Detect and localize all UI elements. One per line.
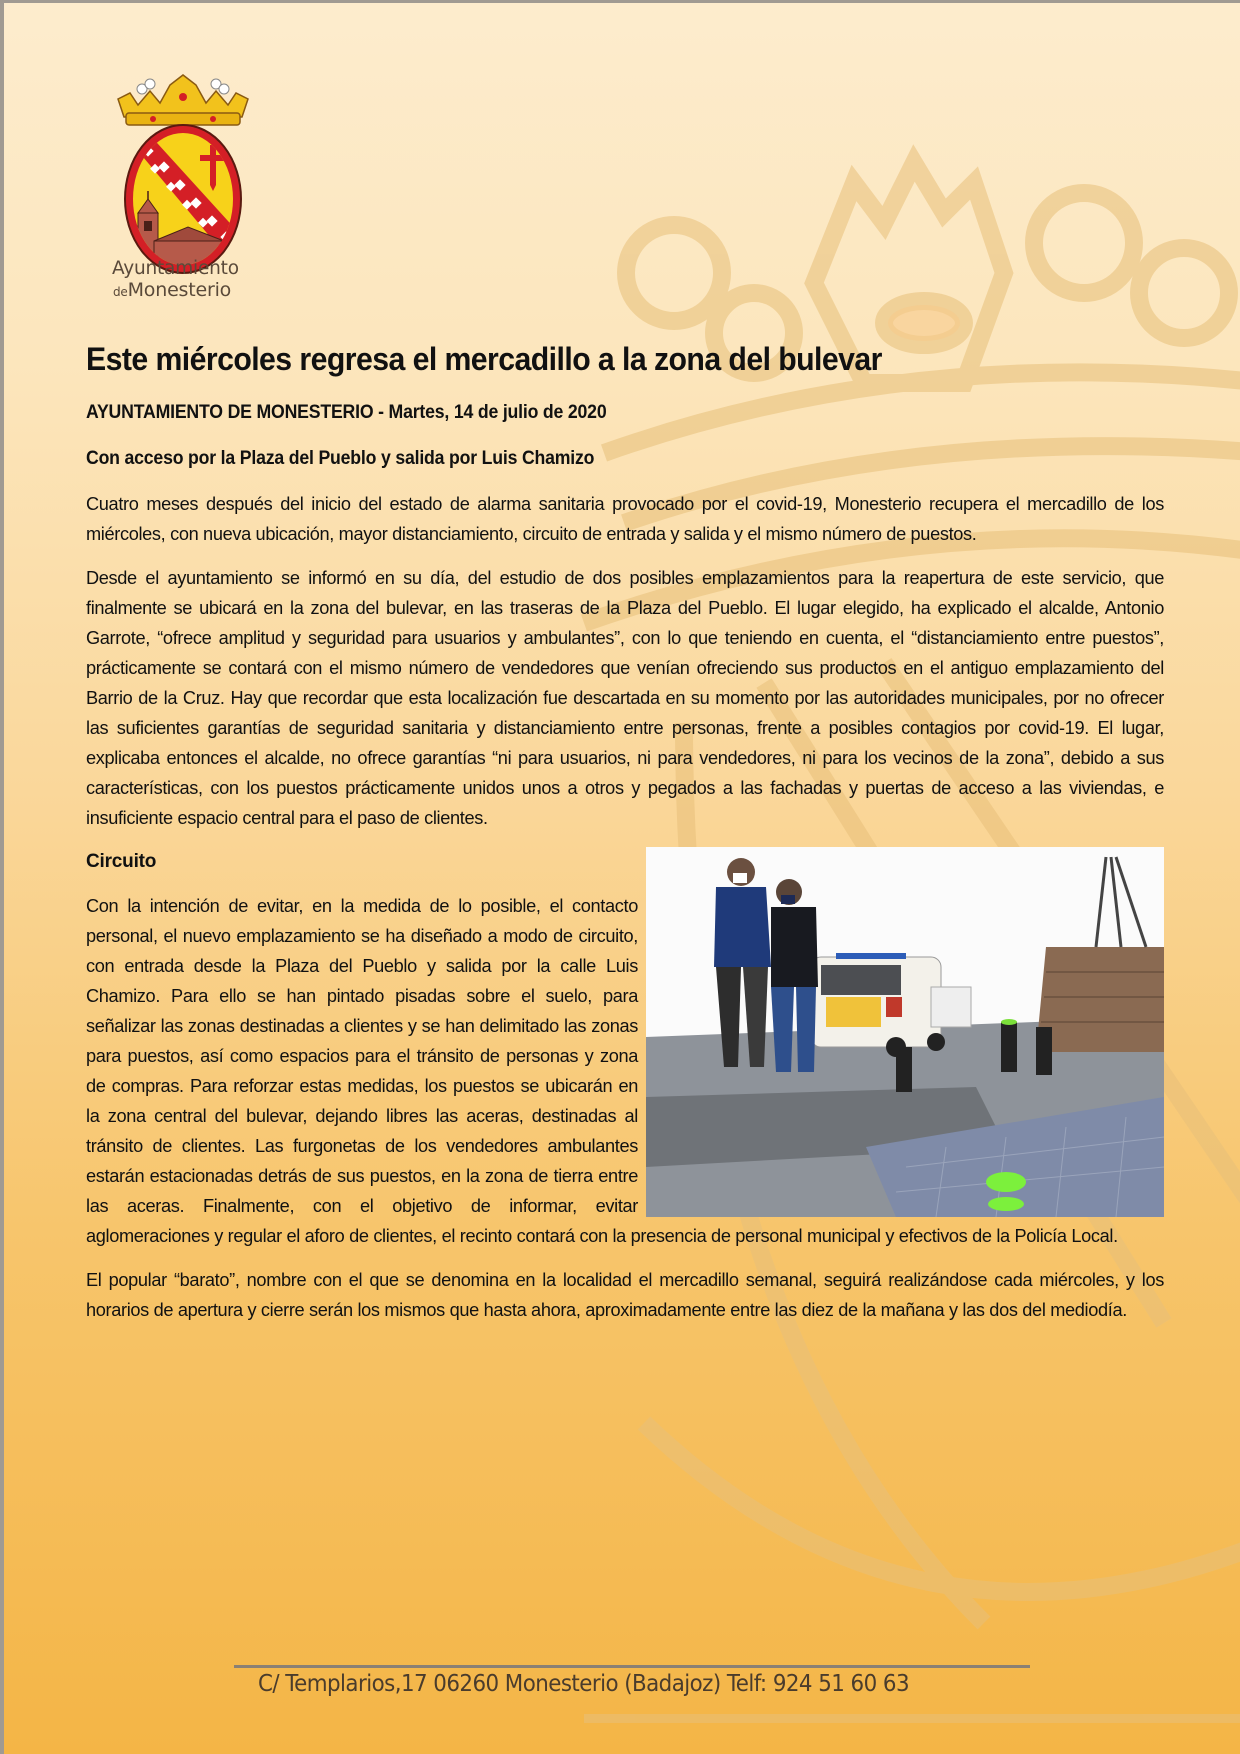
article-subtitle: Con acceso por la Plaza del Pueblo y salida por Luis Chamizo (86, 448, 595, 469)
footer-divider (234, 1665, 1030, 1668)
logo-line1: Ayuntamiento (112, 258, 239, 279)
article (86, 333, 1164, 1325)
article-paragraph: Cuatro meses después del inicio del estado de alarma sanitaria provocado por el covid-19, Monesterio recupera el mercadillo de los miércoles, con nueva ubicación, mayor distanciamiento, circuito de entrada y salida y el mismo número de puestos. (86, 494, 1164, 544)
street-market-photo (646, 847, 1164, 1217)
logo-wordmark (112, 258, 262, 302)
crown-icon (118, 75, 248, 125)
logo-line2 (113, 280, 262, 302)
section-heading: Circuito (86, 851, 157, 872)
article-photo (646, 847, 1164, 1217)
logo-line2-prefix: de (113, 285, 128, 299)
footer-address: C/ Templarios,17 06260 Monesterio (Badajoz) Telf: 924 51 60 63 (258, 1671, 910, 1697)
article-paragraph: Desde el ayuntamiento se informó en su día, del estudio de dos posibles emplazamientos para la reapertura de este servicio, que finalmente se ubicará en la zona del bulevar, en las traseras de la Plaza del Pueblo. El lugar elegido, ha explicado el alcalde, Antonio Garrote, “ofrece amplitud y seguridad para usuarios y ambulantes”, con lo que teniendo en cuenta, el “distanciamiento entre puestos”, prácticamente se contará con el mismo número de vendedores que venían ofreciendo sus productos en el antiguo emplazamiento del Barrio de la Cruz. Hay que recordar que esta localización fue descartada en su momento por las autoridades municipales, por no ofrecer las suficientes garantías de seguridad sanitaria y distanciamiento entre personas, frente a posibles contagios por covid-19. El lugar, explicaba entonces el alcalde, no ofrece garantías “ni para usuarios, ni para vendedores, ni para los vecinos de la zona”, debido a sus características, con los puestos prácticamente unidos unos a otros y pegados a las fachadas y puertas de acceso a las viviendas, e insuficiente espacio central para el paso de clientes. (86, 568, 1164, 828)
logo-line2-name: Monesterio (127, 279, 232, 301)
article-byline: AYUNTAMIENTO DE MONESTERIO - Martes, 14 de julio de 2020 (86, 402, 607, 423)
section-paragraph: El popular “barato”, nombre con el que se denomina en la localidad el mercadillo semanal, seguirá realizándose cada miércoles, y los horarios de apertura y cierre serán los mismos que hasta ahora, aproximadamente entre las diez de la mañana y las dos del mediodía. (86, 1270, 1164, 1320)
section-paragraph: Con la intención de evitar, en la medida de lo posible, el contacto personal, el nuevo emplazamiento se ha diseñado a modo de circuito, con entrada desde la Plaza del Pueblo y salida por la calle Luis Chamizo. Para ello se han pintado pisadas sobre el suelo, para señalizar las zonas destinadas a clientes y se han delimitado las zonas para puestos, así como espacios para el tránsito de personas y zona de compras. Para reforzar estas medidas, los puestos se ubicarán en la zona central del bulevar, dejando libres las aceras, destinadas al tránsito de clientes. Las furgonetas de los vendedores ambulantes estarán estacionadas detrás de sus puestos, en la zona de tierra entre las aceras. Finalmente, con el objetivo de informar, evitar aglomeraciones y regular el aforo de clientes, el recinto contará con la presencia de personal municipal y efectivos de la Policía Local. (86, 896, 1118, 1246)
article-title: Este miércoles regresa el mercadillo a la zona del bulevar (86, 341, 882, 377)
